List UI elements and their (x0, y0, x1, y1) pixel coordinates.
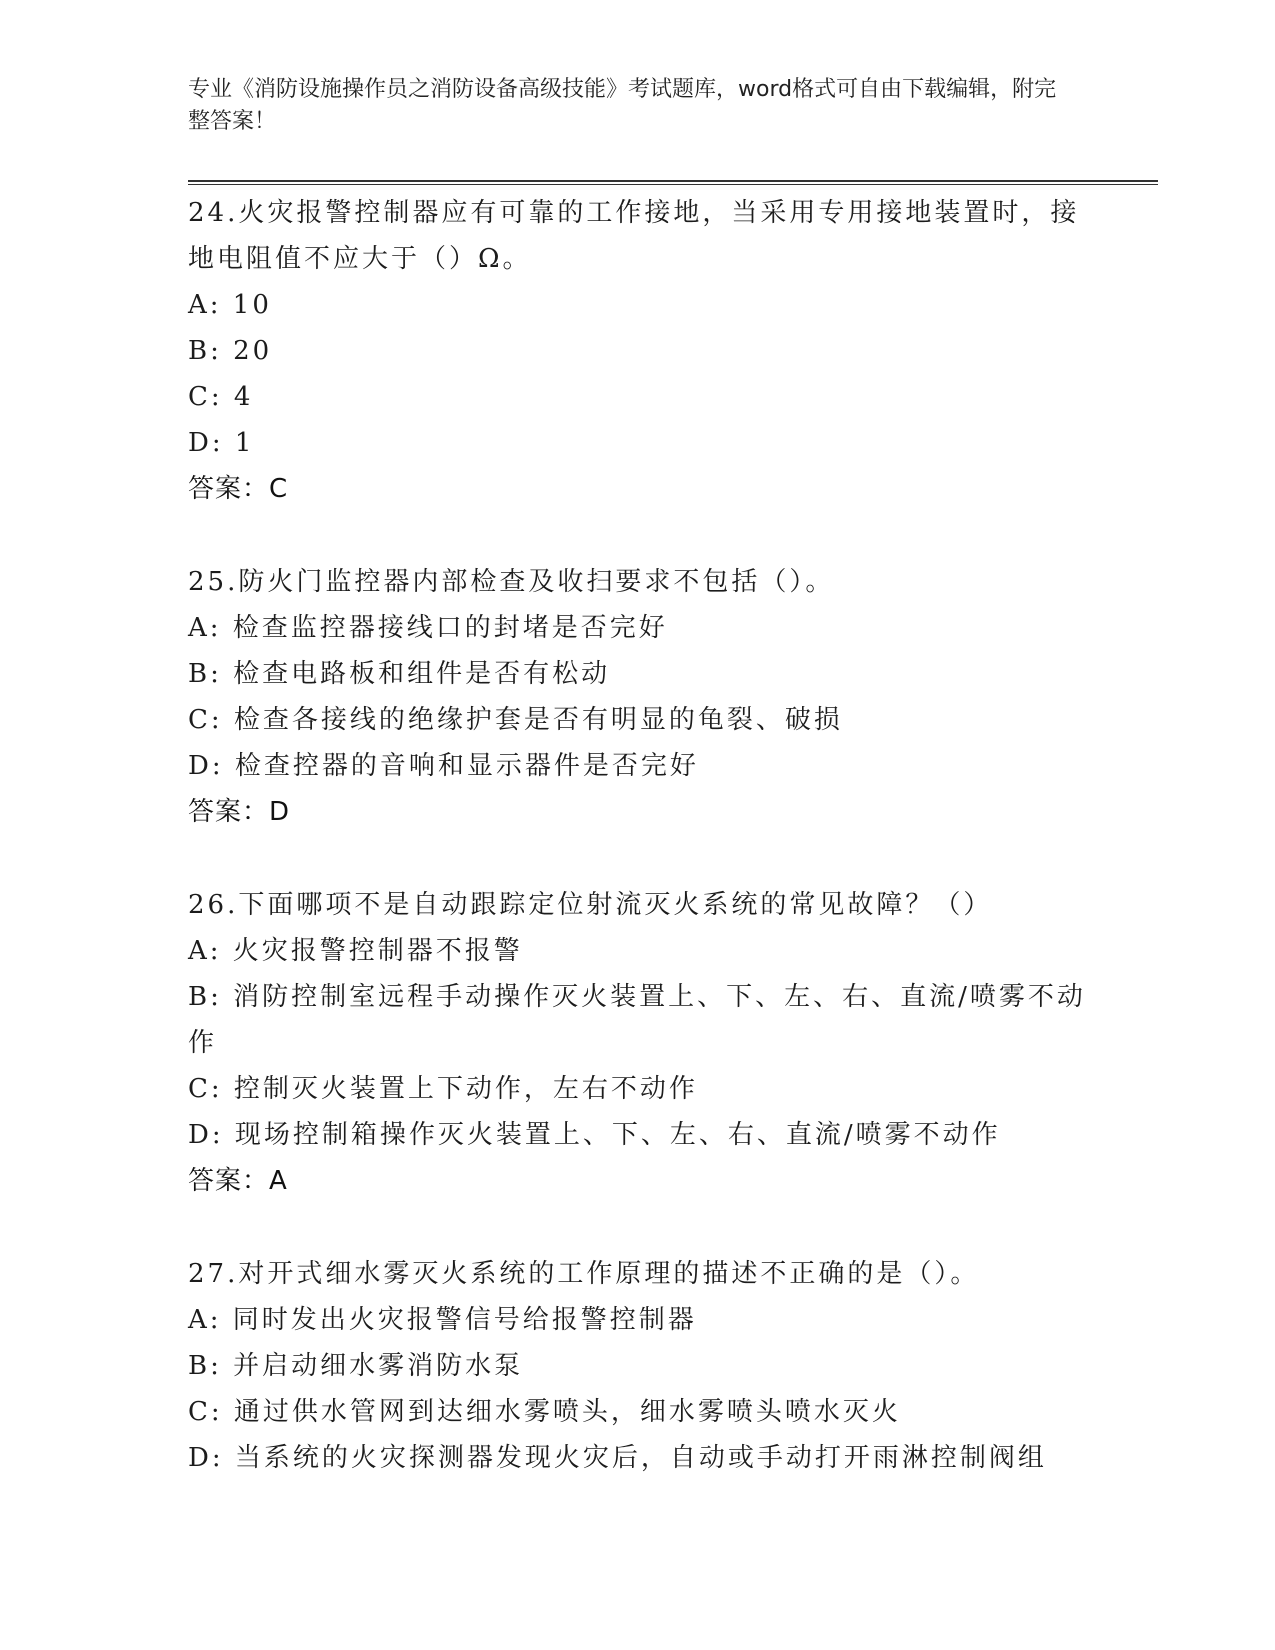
option-d: D: 现场控制箱操作灭火装置上、下、左、右、直流/喷雾不动作 (188, 1120, 1001, 1150)
option-c: C: 4 (188, 382, 254, 412)
question-26 (188, 882, 1088, 1204)
answer-line: 答案：C (188, 474, 289, 504)
question-27 (188, 1251, 1088, 1481)
header-divider-thin (188, 184, 1158, 185)
header-divider-thick (188, 180, 1158, 182)
question-stem: 26.下面哪项不是自动跟踪定位射流灭火系统的常见故障？（） (188, 890, 993, 920)
question-24 (188, 190, 1088, 512)
option-b: B: 20 (188, 336, 273, 366)
question-stem: 25.防火门监控器内部检查及收扫要求不包括（）。 (188, 567, 835, 597)
option-d: D: 当系统的火灾探测器发现火灾后，自动或手动打开雨淋控制阀组 (188, 1443, 1047, 1473)
answer-line: 答案：D (188, 797, 291, 827)
option-b: B: 消防控制室远程手动操作灭火装置上、下、左、右、直流/喷雾不动作 (188, 982, 1086, 1058)
answer-line: 答案：A (188, 1166, 288, 1196)
option-d: D: 1 (188, 428, 255, 458)
option-c: C: 检查各接线的绝缘护套是否有明显的龟裂、破损 (188, 705, 843, 735)
option-c: C: 通过供水管网到达细水雾喷头，细水雾喷头喷水灭火 (188, 1397, 901, 1427)
option-d: D: 检查控器的音响和显示器件是否完好 (188, 751, 699, 781)
option-a: A: 检查监控器接线口的封堵是否完好 (188, 613, 668, 643)
question-list (188, 190, 1088, 1481)
document-header: 专业《消防设施操作员之消防设备高级技能》考试题库，word格式可自由下载编辑，附完整答案！ (188, 77, 1057, 134)
question-25 (188, 559, 1088, 835)
question-stem: 27.对开式细水雾灭火系统的工作原理的描述不正确的是（）。 (188, 1259, 980, 1289)
option-a: A: 10 (188, 290, 272, 320)
option-a: A: 火灾报警控制器不报警 (188, 936, 523, 966)
option-b: B: 并启动细水雾消防水泵 (188, 1351, 524, 1381)
option-b: B: 检查电路板和组件是否有松动 (188, 659, 611, 689)
option-c: C: 控制灭火装置上下动作，左右不动作 (188, 1074, 698, 1104)
option-a: A: 同时发出火灾报警信号给报警控制器 (188, 1305, 697, 1335)
question-stem: 24.火灾报警控制器应有可靠的工作接地，当采用专用接地装置时，接地电阻值不应大于（）Ω。 (188, 198, 1080, 274)
